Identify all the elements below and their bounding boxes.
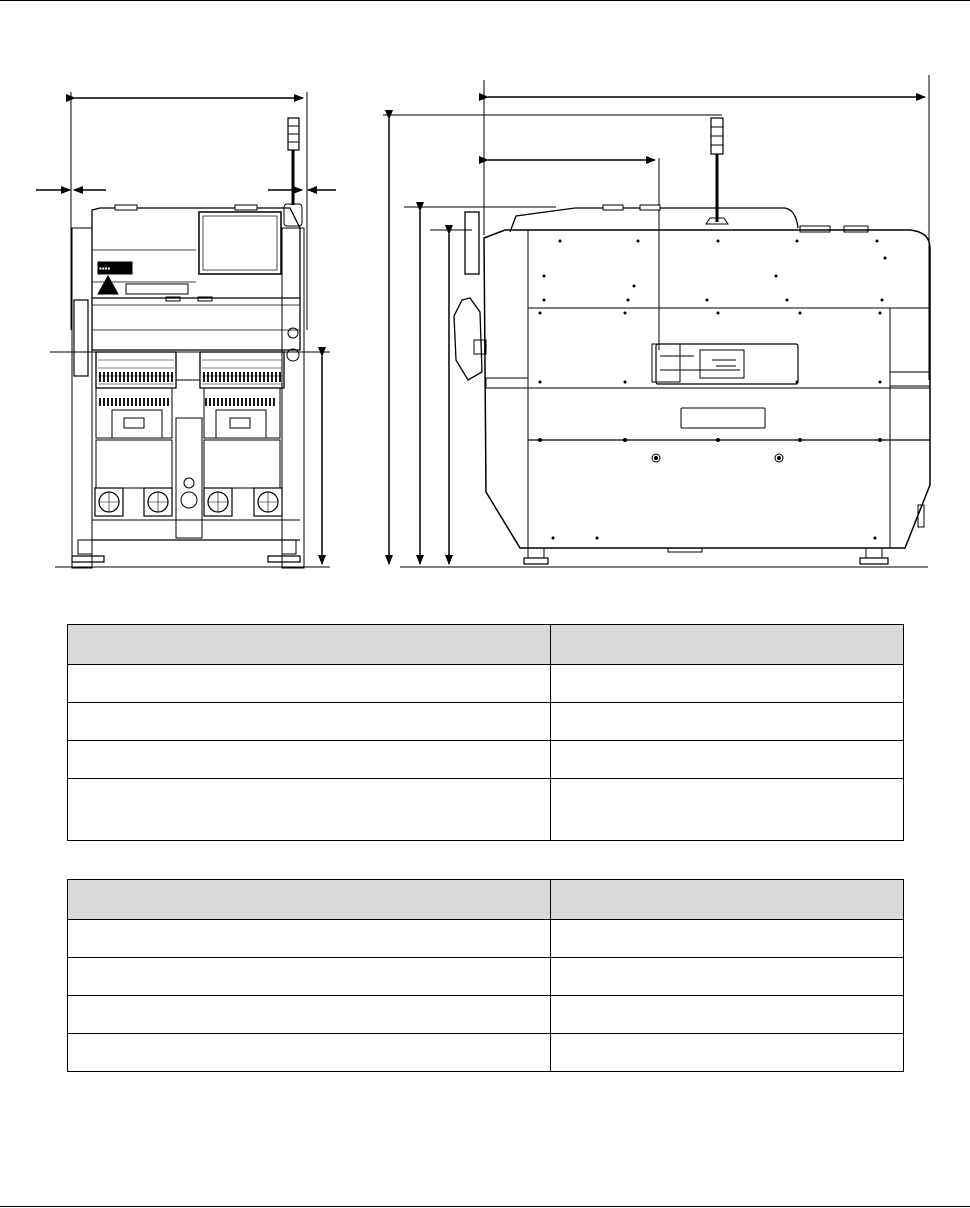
table-cell bbox=[68, 920, 551, 958]
table-header-cell bbox=[551, 625, 904, 665]
side-view bbox=[383, 75, 930, 564]
footer-rule bbox=[0, 1206, 970, 1207]
machine-dimension-drawing bbox=[0, 0, 970, 600]
table-cell bbox=[551, 665, 904, 703]
table-row bbox=[68, 920, 904, 958]
table-cell bbox=[551, 1034, 904, 1072]
table-cell bbox=[68, 1034, 551, 1072]
table-row bbox=[68, 1034, 904, 1072]
table-cell bbox=[551, 996, 904, 1034]
table-header-row bbox=[68, 880, 904, 920]
spec-table-1 bbox=[67, 624, 904, 841]
table-cell bbox=[68, 958, 551, 996]
table-cell bbox=[551, 920, 904, 958]
table-cell bbox=[68, 741, 551, 779]
table-cell bbox=[68, 703, 551, 741]
front-view bbox=[36, 92, 336, 568]
spec-table-2 bbox=[67, 879, 904, 1072]
table-cell bbox=[68, 665, 551, 703]
table-cell bbox=[551, 741, 904, 779]
table-header-cell bbox=[68, 880, 551, 920]
table-header-cell bbox=[551, 880, 904, 920]
table-cell bbox=[68, 779, 551, 841]
table-row bbox=[68, 958, 904, 996]
table-header-cell bbox=[68, 625, 551, 665]
svg-text:▪▪▪▪: ▪▪▪▪ bbox=[99, 264, 111, 273]
table-row bbox=[68, 741, 904, 779]
table-cell bbox=[551, 779, 904, 841]
table-row bbox=[68, 779, 904, 841]
table-row bbox=[68, 665, 904, 703]
table-cell bbox=[68, 996, 551, 1034]
table-header-row bbox=[68, 625, 904, 665]
warning-triangle-icon bbox=[98, 276, 118, 294]
table-cell bbox=[551, 703, 904, 741]
table-row bbox=[68, 996, 904, 1034]
table-row bbox=[68, 703, 904, 741]
table-cell bbox=[551, 958, 904, 996]
